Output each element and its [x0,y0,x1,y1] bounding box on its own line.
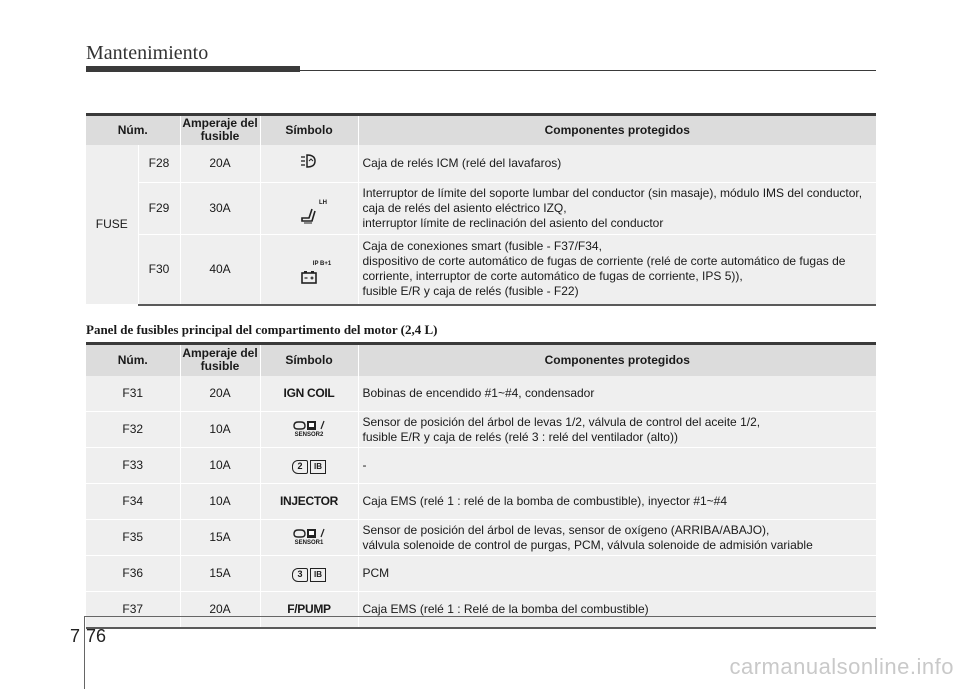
table-row [86,145,876,183]
fuse-manual-icon [292,460,326,474]
fuse-number: F30 [138,235,180,305]
fuse-components [358,412,876,448]
comp-line: Caja EMS (relé 1 : Relé de la bomba del combustible) [362,601,649,616]
comp-line: interruptor límite de reclinación del asiento del conductor [362,216,664,230]
comp-line: fusible E/R y caja de relés (fusible - F22) [362,284,579,299]
fuse-number-box: 3 [292,568,308,582]
fuse-table-interior-body [86,113,876,306]
comp-line: dispositivo de corte automático de fugas de corriente (relé de corte automático de fugas de [362,254,846,269]
comp-line: Caja de relés ICM (relé del lavafaros) [362,155,562,170]
battery-icon [298,269,320,285]
watermark: carmanualsonline.info [729,654,954,679]
col-header-symbol: Símbolo [260,344,358,376]
header-rule-thin [300,70,876,71]
footer-rule [84,616,876,617]
fuse-symbol [260,592,358,628]
fuse-amperage: 10A [180,448,260,484]
engine-sensor-icon [292,527,326,539]
fuse-components [358,376,876,412]
symbol-text: IGN COIL [283,385,335,400]
fuse-amperage: 20A [180,592,260,628]
comp-line: Caja de conexiones smart (fusible - F37/F34, [362,239,602,254]
fuse-components [358,145,876,183]
table-row [86,592,876,628]
fuse-symbol [260,448,358,484]
col-header-components: Componentes protegidos [358,344,876,376]
symbol-text: F/PUMP [287,601,331,616]
table-row [86,520,876,556]
fuse-number: F31 [86,376,180,412]
symbol-text: INJECTOR [279,494,339,508]
fuse-components [358,556,876,592]
fuse-components [358,235,876,305]
comp-line: Interruptor de límite del soporte lumbar del conductor (sin masaje), módulo IMS del conductor, [362,186,863,200]
seat-icon [298,208,320,224]
symbol-small: SENSOR1 [294,540,324,546]
fuse-number: F35 [86,520,180,556]
fuse-symbol [260,183,358,235]
fuse-number-box: 2 [292,460,308,474]
fuse-amperage: 30A [180,183,260,235]
fuse-table-engine [86,342,876,629]
comp-line: - [362,458,367,472]
fuse-number: F32 [86,412,180,448]
header-rule-thick [86,66,300,72]
col-header-symbol: Símbolo [260,115,358,145]
fuse-number: F34 [86,484,180,520]
fuse-symbol [260,376,358,412]
fuse-amperage: 40A [180,235,260,305]
fuse-amperage: 10A [180,484,260,520]
col-header-amp: Amperaje del fusible [180,344,260,376]
symbol-small: SENSOR2 [294,432,324,438]
fuse-manual-icon [292,568,326,582]
fuse-number: F37 [86,592,180,628]
comp-line: Bobinas de encendido #1~#4, condensador [362,385,595,400]
manual-book-box: IB [310,460,326,474]
table-row [86,556,876,592]
chapter-number: 7 [70,626,81,646]
section-title: Panel de fusibles principal del compartimento del motor (2,4 L) [86,322,438,337]
fuse-amperage: 20A [180,145,260,183]
fuse-components [358,592,876,628]
fuse-symbol [260,520,358,556]
comp-line: corriente, interruptor de corte automático de fugas de corriente, IPS 5)), [362,269,743,284]
table-row [86,376,876,412]
table-row [86,484,876,520]
page-header-title: Mantenimiento [86,42,209,64]
col-header-amp: Amperaje del fusible [180,115,260,145]
comp-line: válvula solenoide de control de purgas, PCM, válvula solenoide de admisión variable [362,537,813,552]
comp-line: Caja EMS (relé 1 : relé de la bomba de combustible), inyector #1~#4 [362,494,728,508]
symbol-label: IP B+1 [312,260,332,267]
fuse-number: F36 [86,556,180,592]
fuse-symbol [260,484,358,520]
fuse-number: F33 [86,448,180,484]
fuse-number: F28 [138,145,180,183]
comp-line: Sensor de posición del árbol de levas 1/2, válvula de control del aceite 1/2, [362,414,761,429]
comp-line: PCM [362,566,390,580]
table-row [86,235,876,305]
col-header-components: Componentes protegidos [358,115,876,145]
comp-line: Sensor de posición del árbol de levas, sensor de oxígeno (ARRIBA/ABAJO), [362,522,770,537]
col-header-num: Núm. [86,344,180,376]
fuse-group-label: FUSE [86,145,138,305]
col-header-num: Núm. [86,115,180,145]
table-row [86,448,876,484]
fuse-symbol [260,145,358,183]
fuse-symbol [260,412,358,448]
table-row [86,183,876,235]
fuse-amperage: 15A [180,520,260,556]
symbol-label: LH [319,200,327,206]
engine-sensor-icon [292,419,326,431]
fuse-number: F29 [138,183,180,235]
page-number [70,626,106,647]
page-number-value: 76 [86,626,107,646]
manual-book-box: IB [310,568,326,582]
fuse-amperage: 10A [180,412,260,448]
fuse-symbol [260,556,358,592]
fuse-components [358,520,876,556]
table-row [86,412,876,448]
fuse-components [358,484,876,520]
fuse-amperage: 20A [180,376,260,412]
comp-line: caja de relés del asiento eléctrico IZQ, [362,201,567,215]
fuse-components [358,448,876,484]
fuse-symbol [260,235,358,305]
comp-line: fusible E/R y caja de relés (relé 3 : relé del ventilador (alto)) [362,429,678,444]
headlamp-washer-icon [299,153,319,169]
fuse-components [358,183,876,235]
fuse-amperage: 15A [180,556,260,592]
